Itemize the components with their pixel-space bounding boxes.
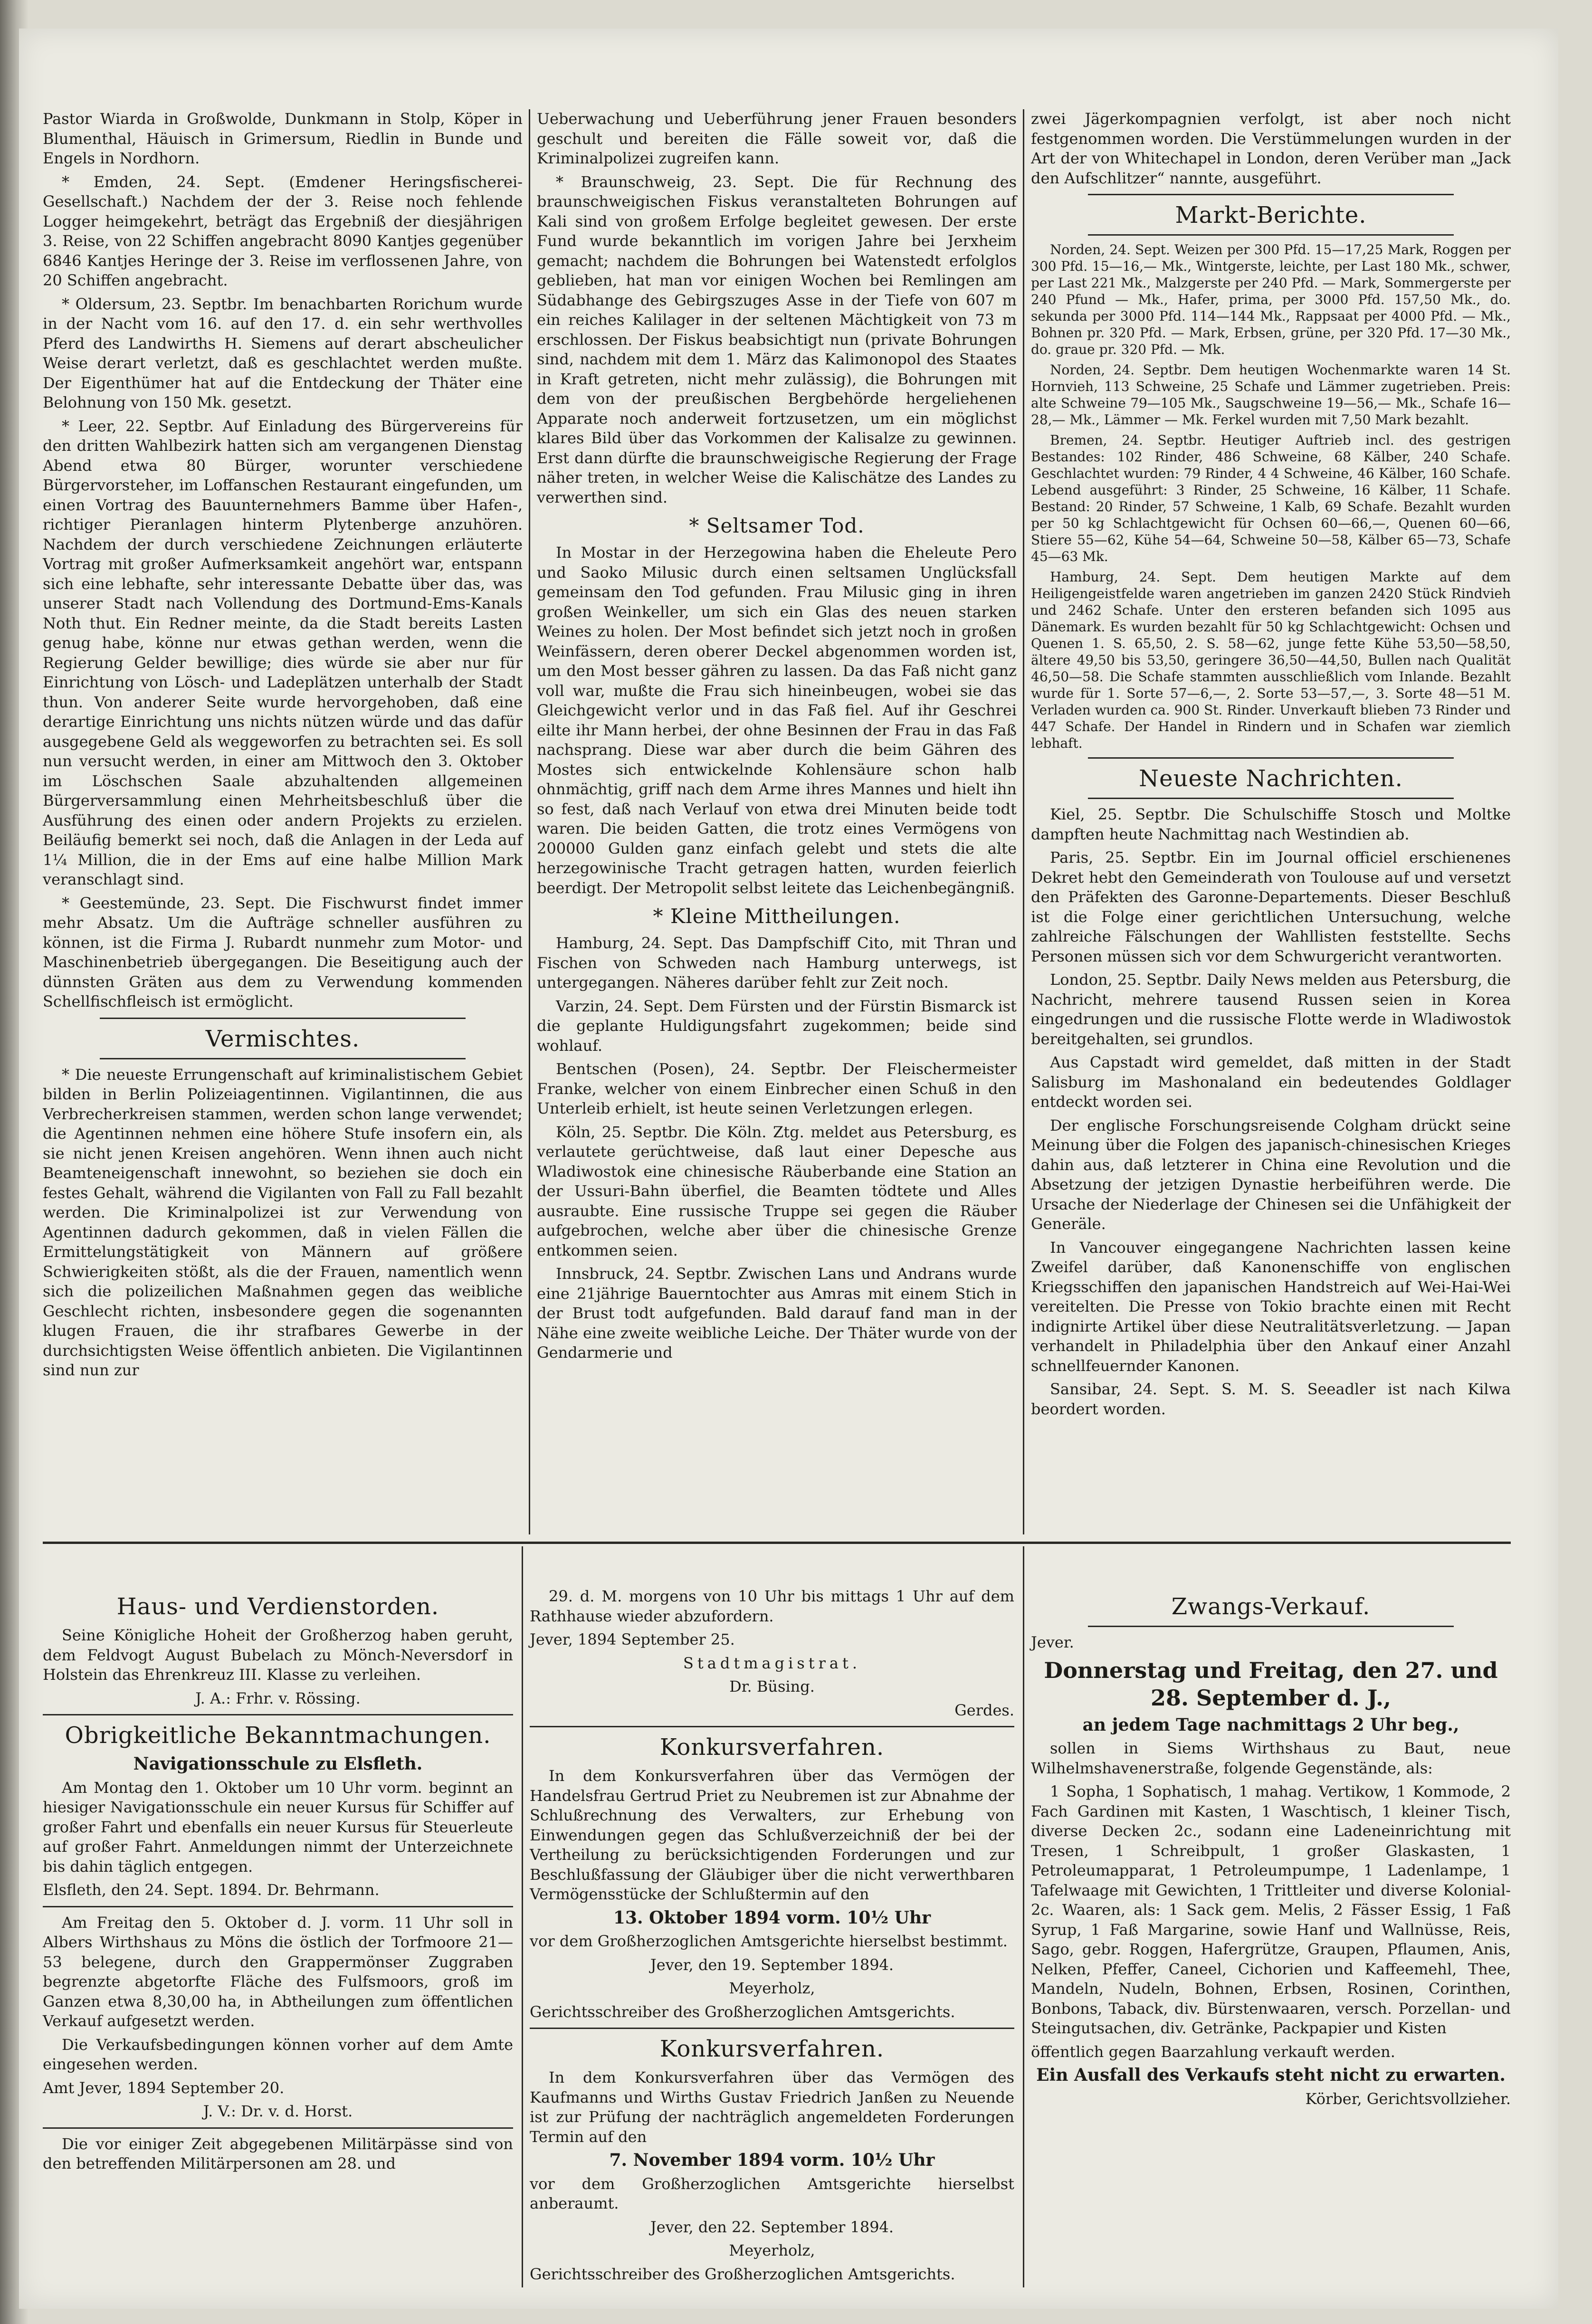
heading-obrigkeitliche-bekanntmachungen: Obrigkeitliche Bekanntmachungen. — [65, 1722, 491, 1749]
notice-konkurs-text: vor dem Großherzoglichen Amtsgerichte hierselbst bestimmt. — [530, 1932, 1008, 1950]
article-oldersum: * Oldersum, 23. Septbr. Im benachbarten Rorichum wurde in der Nacht vom 16. auf den 17. d. ein sehr werthvolles Pferd des Landwirths H. Siemens auf derart abscheulicher Weise derart verletzt, daß es geschlachtet werden mußte. Der Eigenthümer hat auf die Entdeckung der Thäter eine Belohnung von 150 Mk. gesetzt. — [43, 295, 523, 411]
article-bentschen: Bentschen (Posen), 24. Septbr. Der Fleischermeister Franke, welcher von einem Einbrecher einen Schuß in den Unterleib erhielt, ist heute seinen Verletzungen erlegen. — [537, 1060, 1017, 1117]
column-2 — [537, 109, 1017, 1367]
divider — [1088, 194, 1454, 195]
market-reports — [1031, 241, 1511, 752]
market-bremen: Bremen, 24. Septbr. Heutiger Auftrieb incl. des gestrigen Bestandes: 102 Rinder, 486 Schweine, 68 Kälber, 240 Schafe. Geschlachtet wurden: 79 Rinder, 4 4 Schweine, 46 Kälber, 160 Schafe. Lebend ausgeführt: 3 Rinder, 25 Schweine, 16 Kälber, 11 Schafe. Bestand: 20 Rinder, 57 Schweine, 1 Kalb, 69 Schafe. Bezahlt wurden per 50 kg Schlachtgewicht für Ochsen 60—66,—, Quenen 60—66, Stiere 55—62, Kühe 54—64, Schweine 50—58, Kälber 65—73, Schafe 45—63 Mk. — [1031, 432, 1511, 564]
section-heading-neueste-nachrichten: Neueste Nachrichten. — [1139, 765, 1403, 792]
notice-konkurs-janssen: In dem Konkursverfahren über das Vermögen des Kaufmanns und Wirths Gustav Friedrich Janßen zu Neuende ist zur Prüfung der nachträglich angemeldeten Forderungen Termin auf den — [530, 2068, 1014, 2146]
sale-terms: öffentlich gegen Baarzahlung verkauft werden. — [1031, 2042, 1395, 2061]
article-heading-seltsamer-tod: * Seltsamer Tod. — [689, 514, 865, 537]
date-konkurs-2: 7. November 1894 vorm. 10½ Uhr — [609, 2150, 935, 2170]
notice-conditions: Die Verkaufsbedingungen können vorher auf dem Amte eingesehen werden. — [43, 2035, 513, 2073]
signature: Stadtmagistrat. — [683, 1654, 861, 1672]
column-3 — [1031, 109, 1511, 1423]
notice-navigationsschule: Am Montag den 1. Oktober um 10 Uhr vorm. beginnt an hiesiger Navigationsschule ein neuer Kursus für Schiffer auf großer Fahrt und ebenfalls ein neuer Kursus für Steuerleute auf großer Fahrt. Anmeldungen nimmt der Unterzeichnete bis dahin täglich entgegen. — [43, 1778, 513, 1876]
signature: Körber, Gerichtsvollzieher. — [1305, 2089, 1511, 2108]
newspaper-page — [19, 29, 1558, 2309]
signature: J. V.: Dr. v. d. Horst. — [203, 2102, 353, 2120]
heading-navigationsschule: Navigationsschule zu Elsfleth. — [133, 1754, 423, 1774]
divider — [1088, 234, 1454, 236]
signature: Amt Jever, 1894 September 20. — [43, 2078, 285, 2097]
heading-zwangs-verkauf: Zwangs-Verkauf. — [1171, 1593, 1371, 1620]
signature: Meyerholz, — [729, 2241, 815, 2259]
notices-column-3 — [1031, 1587, 1511, 2113]
notice-orden: Seine Königliche Hoheit der Großherzog haben geruht, dem Feldvogt August Bubelach zu Mönch-Neversdorf in Holstein das Ehrenkreuz III. Klasse zu verleihen. — [43, 1626, 513, 1684]
divider — [43, 1714, 513, 1715]
article-polizeiagentinnen: * Die neueste Errungenschaft auf kriminalistischem Gebiet bilden in Berlin Polizeiagentinnen. Vigilantinnen, die aus Verbrecherkreisen stammen, werden schon lange verwendet; die Agentinnen nehmen eine höhere Stufe insofern ein, als sie nicht jenen Kreisen angehören. Wenn ihnen auch nicht Beamteneigenschaft innewohnt, so beziehen sie doch ein festes Gehalt, während die Vigilanten von Fall zu Fall bezahlt werden. Die Kriminalpolizei ist zur Verwendung von Agentinnen dadurch gekommen, daß in vielen Fällen die Ermittelungstätigkeit von Männern auf größere Schwierigkeiten stößt, als die der Frauen, namentlich wenn sich die polizeilichen Maßnahmen gegen das weibliche Geschlecht richten, insbesondere gegen die sogenannten klugen Frauen, die ihr strafbares Gewerbe in der durchsichtigsten Weise öffentlich anbieten. Die Vigilantinnen sind nun zur — [43, 1065, 523, 1379]
news-vancouver: In Vancouver eingegangene Nachrichten lassen keine Zweifel darüber, daß Kanonenschiffe von englischen Kriegsschiffen den japanischen Handstreich auf Wei-Hai-Wei vereitelten. Die Presse von Tokio brachte einen mit Recht indignirte Artikel über diese Neutralitätsverletzung. — Japan verhandelt in Philadelphia über den Ankauf einer Anzahl schnellfeuernder Kanonen. — [1031, 1238, 1511, 1375]
sale-time: an jedem Tage nachmittags 2 Uhr beg., — [1082, 1714, 1459, 1735]
divider — [43, 2127, 513, 2129]
article-text: Ueberwachung und Ueberführung jener Frauen besonders geschult und bereiten die Fälle soweit vor, daß die Kriminalpolizei zugreifen kann. — [537, 110, 1017, 167]
sale-location: sollen in Siems Wirthshaus zu Baut, neue Wilhelmshavenerstraße, folgende Gegenstände, als: — [1031, 1739, 1511, 1777]
date-konkurs-1: 13. Oktober 1894 vorm. 10½ Uhr — [613, 1907, 931, 1928]
column-rule-3 — [522, 1546, 523, 2287]
signature: J. A.: Frhr. v. Rössing. — [195, 1689, 361, 1707]
article-mostar: In Mostar in der Herzegowina haben die Eheleute Pero und Saoko Milusic durch einen seltsamen Unglücksfall gemeinsam den Tod gefunden. Frau Milusic ging in ihren großen Weinkeller, um sich ein Glas des neuen starken Weines zu holen. Der Most befindet sich jetzt noch in großen Weinfässern, deren oberer Deckel abgenommen worden ist, um den Most besser gähren zu lassen. Da das Faß nicht ganz voll war, mußte die Frau sich hineinbeugen, wobei sie das Gleichgewicht verlor und in das Faß fiel. Auf ihr Geschrei eilte ihr Mann herbei, der ohne Besinnen der Frau in das Faß nachsprang. Diese war aber durch die beim Gähren des Mostes sich entwickelnde Kohlensäure schon halb ohnmächtig, griff nach dem Arme ihres Mannes und hielt ihn so fest, daß nach Verlauf von etwa drei Minuten beide todt waren. Die beiden Gatten, die trotz eines Vermögens von 200000 Gulden ganz einfach gelebt und stets die alte herzegowinische Tracht getragen hatten, wurden feierlich beerdigt. Der Metropolit selbst leitete das Leichenbegängniß. — [537, 543, 1017, 897]
article-braunschweig: * Braunschweig, 23. Sept. Die für Rechnung des braunschweigischen Fiskus veranstalteten Bohrungen auf Kali sind von großem Erfolge begleitet gewesen. Der erste Fund wurde bekanntlich im vorigen Jahre bei Jerxheim gemacht; nachdem die Bohrungen bei Watenstedt erfolglos geblieben, hat man vor einigen Wochen bei Remlingen am Südabhange des Gebirgszuges Asse in der Tiefe von 607 m ein reiches Kalilager in der seltenen Mächtigkeit von 73 m erschlossen. Der Fiskus beabsichtigt nun (private Bohrungen sind, nachdem mit dem 1. März das Kalimonopol des Staates in Kraft getreten, nicht mehr zulässig), die Bohrungen mit dem von der preußischen Bergbehörde hergeliehenen Apparate noch anderweit fortzusetzen, um ein möglichst klares Bild über das Vorkommen der Kalisalze zu gewinnen. Erst dann dürfte die braunschweigische Regierung der Frage näher treten, in welcher Weise die Kalischätze des Landes zu verwerthen sind. — [537, 172, 1017, 506]
news-london: London, 25. Septbr. Daily News melden aus Petersburg, die Nachricht, mehrere tausend Russen seien in Korea eingedrungen und die russische Flotte werde in Wladiwostok bereitgehalten, sei grundlos. — [1031, 971, 1511, 1048]
article-heading-kleine-mittheilungen: * Kleine Mittheilungen. — [653, 905, 901, 928]
news-paris: Paris, 25. Septbr. Ein im Journal officiel erschienenes Dekret hebt den Gemeinderath von Toulouse auf und versetzt den Präfekten des Garonne-Departements. Dieser Beschluß ist die Folge einer gerichtlichen Untersuchung, welche zahlreiche Fälschungen der Wahllisten feststellte. Sechs Personen müssen sich vor dem Schwurgericht verantworten. — [1031, 848, 1511, 965]
heading-konkursverfahren-1: Konkursverfahren. — [659, 1734, 885, 1761]
heading-haus-verdienstorden: Haus- und Verdienstorden. — [116, 1593, 439, 1620]
notice-konkurs-priet: In dem Konkursverfahren über das Vermögen der Handelsfrau Gertrud Priet zu Neubremen ist zur Abnahme der Schlußrechnung des Verwalters, zur Erhebung von Einwendungen gegen das Schlußverzeichniß der bei der Vertheilung zu berücksichtigenden Forderungen und zur Beschlußfassung der Gläubiger über die nicht verwerthbaren Vermögensstücke der Schlußtermin auf den — [530, 1767, 1014, 1903]
news-sansibar: Sansibar, 24. Sept. S. M. S. Seeadler ist nach Kilwa beordert worden. — [1031, 1380, 1511, 1418]
notice-konkurs-text: vor dem Großherzoglichen Amtsgerichte hierselbst anberaumt. — [530, 2174, 1014, 2212]
divider — [1088, 757, 1454, 759]
divider — [43, 1906, 513, 1907]
market-hamburg: Hamburg, 24. Sept. Dem heutigen Markte auf dem Heiligengeistfelde waren angetrieben im ganzen 2420 Stück Rindvieh und 2462 Schafe. Unter den ersteren befanden sich 1095 aus Dänemark. Es wurden bezahlt für 50 kg Schlachtgewicht: Ochsen und Quenen 1. S. 65,50, 2. S. 58—62, junge fette Kühe 53,50—58,50, ältere 49,50 bis 53,50, geringere 36,50—44,50, Bullen nach Qualität 46,50—58. Die Schafe stammten ausschließlich vom Inlande. Bezahlt wurde für 1. Sorte 57—6,—, 2. Sorte 53—57,—, 3. Sorte 48—51 M. Verladen wurden ca. 900 St. Rinder. Unverkauft blieben 73 Rinder und 447 Schafe. Der Handel in Rindern und in Schafen war ziemlich lebhaft. — [1031, 569, 1511, 751]
news-colgham: Der englische Forschungsreisende Colgham drückt seine Meinung über die Folgen des japanisch-chinesischen Krieges dahin aus, daß letzterer in China eine Revolution und die Absetzung der jetzigen Dynastie herbeiführen werde. Die Ursache der Niederlage der Chinesen sei die Unfähigkeit der Generäle. — [1031, 1116, 1511, 1233]
sale-note: Ein Ausfall des Verkaufs steht nicht zu erwarten. — [1036, 2065, 1506, 2085]
divider — [530, 2028, 1014, 2029]
signature: Jever, 1894 September 25. — [530, 1630, 735, 1648]
notice-rathhaus: 29. d. M. morgens von 10 Uhr bis mittags 1 Uhr auf dem Rathhause wieder abzufordern. — [530, 1587, 1014, 1625]
section-rule — [43, 1542, 1511, 1544]
signature: Jever, den 22. September 1894. — [650, 2218, 894, 2236]
divider — [100, 1058, 466, 1059]
sale-items: 1 Sopha, 1 Sophatisch, 1 mahag. Vertikow, 1 Kommode, 2 Fach Gardinen mit Kasten, 1 Waschtisch, 1 kleiner Tisch, diverse Decken 2c., sodann eine Ladeneinrichtung mit Tresen, 1 Schreibpult, 1 großer Glaskasten, 1 Petroleumapparat, 1 Petroleumpumpe, 1 Ladenlampe, 1 Tafelwaage mit Gewichten, 1 Trittleiter und diverse Kolonial- 2c. Waaren, als: 1 Sack gem. Melis, 2 Fässer Essig, 1 Faß Syrup, 1 Faß Margarine, sowie Hanf und Wallnüsse, Reis, Sago, gebr. Roggen, Hafergrütze, Graupen, Pflaumen, Anis, Nelken, Pfeffer, Caneel, Cichorien und Kaffeemehl, Thee, Mandeln, Nudeln, Bohnen, Erbsen, Rosinen, Corinthen, Bonbons, Taback, div. Bürstenwaaren, versch. Porzellan- und Steingutsachen, div. Getränke, Packpapier und Kisten — [1031, 1782, 1511, 2037]
place-jever: Jever. — [1031, 1633, 1074, 1651]
news-capstadt: Aus Capstadt wird gemeldet, daß mitten in der Stadt Salisburg im Mashonaland ein bedeutendes Goldlager entdeckt worden sei. — [1031, 1053, 1511, 1111]
section-heading-markt-berichte: Markt-Berichte. — [1175, 202, 1367, 229]
section-heading-vermischtes: Vermischtes. — [205, 1025, 360, 1052]
signature: Elsfleth, den 24. Sept. 1894. Dr. Behrmann. — [43, 1881, 380, 1899]
notices-column-2 — [530, 1587, 1014, 2288]
signature: Gerichtsschreiber des Großherzoglichen Amtsgerichts. — [530, 2002, 955, 2021]
column-rule-2 — [1023, 109, 1024, 1534]
notices-column-1 — [43, 1587, 513, 2178]
market-norden-grain: Norden, 24. Sept. Weizen per 300 Pfd. 15—17,25 Mark, Roggen per 300 Pfd. 15—16,— Mk., Wintgerste, leichte, per Last 180 Mk., schwer, per Last 221 Mk., Malzgerste per 240 Pfd. — Mark, Sommergerste per 240 Pfund — Mk., Hafer, prima, per 3000 Pfd. 157,50 Mk., do. sekunda per 3000 Pfd. 114—144 Mk., Rappsaat per 4000 Pfd. — Mk., Bohnen pr. 320 Pfd. — Mark, Erbsen, grüne, per 320 Pfd. 17—30 Mk., do. graue pr. 320 Pfd. — Mk. — [1031, 242, 1511, 357]
column-rule-1 — [529, 109, 530, 1534]
notice-fulfsmoor: Am Freitag den 5. Oktober d. J. vorm. 11 Uhr soll in Albers Wirthshaus zu Möns die östlich der Torfmoore 21—53 belegene, durch den Grappermönser Zuggraben begrenzte abgetorfte Fläche des Fulfsmoors, groß im Ganzen etwa 8,30,00 ha, in Abtheilungen zum öffentlichen Verkauf aufgesetzt werden. — [43, 1913, 513, 2030]
article-hamburg: Hamburg, 24. Sept. Das Dampfschiff Cito, mit Thran und Fischen von Schweden nach Hamburg unterwegs, ist untergegangen. Näheres darüber fehlt zur Zeit noch. — [537, 934, 1017, 991]
signature: Jever, den 19. September 1894. — [650, 1955, 894, 1974]
article-innsbruck: Innsbruck, 24. Septbr. Zwischen Lans und Andrans wurde eine 21jährige Bauerntochter aus Amras mit einem Stich in der Brust todt aufgefunden. Bald darauf fand man in der Nähe eine zweite weibliche Leiche. Der Thäter wurde von der Gendarmerie und — [537, 1265, 1017, 1362]
divider — [530, 1726, 1014, 1727]
market-norden-cattle: Norden, 24. Septbr. Dem heutigen Wochenmarkte waren 14 St. Hornvieh, 113 Schweine, 25 Schafe und Lämmer zugetrieben. Preis: alte Schweine 79—105 Mk., Saugschweine 19—56,— Mk., Schafe 16—28,— Mk., Lämmer — Mk. Ferkel wurden mit 7,50 Mark bezahlt. — [1031, 362, 1511, 428]
column-rule-4 — [1023, 1546, 1024, 2287]
signature: Gerdes. — [954, 1701, 1014, 1719]
article-geestemuende: * Geestemünde, 23. Sept. Die Fischwurst findet immer mehr Absatz. Um die Aufträge schneller ausführen zu können, ist die Firma J. Rubardt nunmehr zum Motor- und Maschinenbetrieb übergegangen. Die Beseitigung auch der dünnsten Gräten aus dem zu Verwendung kommenden Schellfischfleisch ist ermöglicht. — [43, 894, 523, 1010]
signature: Dr. Büsing. — [729, 1677, 815, 1695]
article-koeln: Köln, 25. Septbr. Die Köln. Ztg. meldet aus Petersburg, es verlautete gerüchtweise, daß laut einer Depesche aus Wladiwostok eine chinesische Räuberbande eine Station an der Ussuri-Bahn überfiel, die Beamten tödtete und Alles ausraubte. Eine russische Truppe sei gegen die Räuber aufgebrochen, welche aber über die chinesische Grenze entkommen seien. — [537, 1123, 1017, 1259]
article-text: Pastor Wiarda in Großwolde, Dunkmann in Stolp, Köper in Blumenthal, Häuisch in Grimersum, Riedlin in Bunde und Engels in Nordhorn. — [43, 110, 523, 167]
article-text: zwei Jägerkompagnien verfolgt, ist aber noch nicht festgenommen worden. Die Verstümmelungen wurden in der Art der von Whitechapel in London, deren Verüber man „Jack den Aufschlitzer“ nannte, ausgeführt. — [1031, 110, 1511, 187]
heading-konkursverfahren-2: Konkursverfahren. — [659, 2036, 885, 2062]
notice-militaerpaesse: Die vor einiger Zeit abgegebenen Militärpässe sind von den betreffenden Militärpersonen am 28. und — [43, 2134, 513, 2172]
news-kiel: Kiel, 25. Septbr. Die Schulschiffe Stosch und Moltke dampften heute Nachmittag nach Westindien ab. — [1031, 805, 1511, 843]
signature: Meyerholz, — [729, 1979, 815, 1997]
divider — [100, 1018, 466, 1019]
divider — [1088, 1626, 1454, 1627]
article-emden: * Emden, 24. Sept. (Emdener Heringsfischerei-Gesellschaft.) Nachdem der der 3. Reise noch fehlende Logger heimgekehrt, beträgt das Ergebniß der diesjährigen 3. Reise, von 22 Schiffen angebracht 8090 Kantjes gegenüber 6846 Kantjes Heringe der 3. Reise im verflossenen Jahre, von 20 Schiffen angebracht. — [43, 172, 523, 289]
article-varzin: Varzin, 24. Sept. Dem Fürsten und der Fürstin Bismarck ist die geplante Huldigungsfahrt zugekommen; beide sind wohlauf. — [537, 997, 1017, 1055]
signature: Gerichtsschreiber des Großherzoglichen Amtsgerichts. — [530, 2265, 955, 2283]
divider — [1088, 798, 1454, 799]
column-1 — [43, 109, 523, 1384]
sale-dates: Donnerstag und Freitag, den 27. und 28. September d. J., — [1044, 1657, 1498, 1711]
article-leer: * Leer, 22. Septbr. Auf Einladung des Bürgervereins für den dritten Wahlbezirk hatten sich am vergangenen Dienstag Abend etwa 80 Bürger, worunter verschiedene Bürgervorsteher, im Loffanschen Restaurant eingefunden, um einen Vortrag des Bauunternehmers Bamme über Hafen-, richtiger Pieranlagen hinterm Plytenberge anzuhören. Nachdem der durch verschiedene Zeichnungen erläuterte Vortrag mit großer Aufmerksamkeit angehört war, entspann sich eine lebhafte, sehr interessante Debatte über das, was unserer Stadt nach Vollendung des Dortmund-Ems-Kanals Noth thut. Ein Redner meinte, da die Stadt bereits Lasten genug habe, könne nur etwas gethan werden, wenn die Regierung Gelder bewillige; dies würde sie aber nur für Einrichtung von Lösch- und Ladeplätzen unterhalb der Stadt thun. Von anderer Seite wurde hervorgehoben, daß eine derartige Einrichtung uns nichts nützen würde und das dafür ausgegebene Geld als weggeworfen zu betrachten sei. Es soll nun versucht werden, in einer am Mittwoch den 3. Oktober im Löschschen Saale abzuhaltenden allgemeinen Bürgerversammlung einen Mehrheitsbeschluß über die Ausführung des einen oder andern Projekts zu erzielen. Beiläufig bemerkt sei noch, daß die Anlagen in der Leda auf 1¼ Million, die in der Ems auf eine halbe Million Mark veranschlagt sind. — [43, 417, 523, 888]
